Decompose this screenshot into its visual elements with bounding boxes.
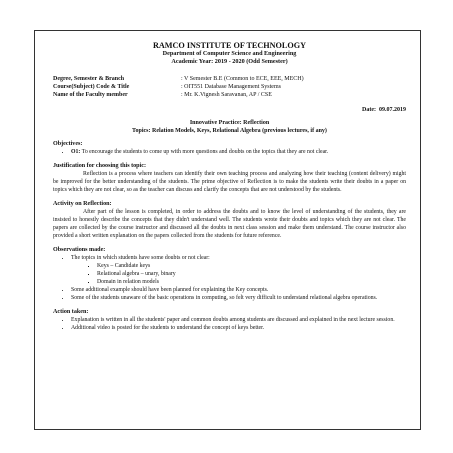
action-list [53,317,406,333]
list-item: ▪ Domain in relation models [97,279,406,287]
document-header [53,41,406,65]
info-row [53,83,406,91]
list-item: • Some additional example should have been planned for explaining the Key concepts. [71,287,406,295]
observation-text: The topics in which students have some doubts or not clear: [71,255,210,262]
info-row [53,75,406,83]
topics-line: Topics: Relation Models, Keys, Relational Algebra (previous lectures, if any) [132,128,327,135]
info-label: Course(Subject) Code & Title [53,83,130,90]
document-date [53,107,406,113]
list-item: • Explanation is written in all the students' paper and common doubts among students are discussed and explained in the next lecture session. [71,317,406,325]
info-label: Degree, Semester & Branch [53,75,125,82]
list-item [71,255,406,287]
course-info [53,75,406,99]
list-item: ▪ Relational algebra – unary, binary [97,271,406,279]
observations-list [53,255,406,303]
info-value: : OIT551 Database Management Systems [181,83,281,90]
institute-name: RAMCO INSTITUTE OF TECHNOLOGY [152,41,307,50]
date-label: Date: [362,106,376,113]
justification-heading: Justification for choosing this topic: [53,163,146,170]
document-page [34,30,421,430]
activity-text: After part of the lesson is completed, in order to address the doubts and to know the level of understanding of the students, they are insisted to honestly describe the concepts that they didn't understand well. The students wrote their doubts and topics which they are not clear. The papers are collected by the course instructor and discussed all the doubts in next class session and make them understand. The course instructor also provided a short written explanation on the papers collected from the students for future reference. [53,209,406,240]
list-item: • Additional video is posted for the students to understand the concept of keys better. [71,325,406,333]
info-value: : V Semester B.E (Common to ECE, EEE, MECH) [181,75,304,82]
date-value: 09.07.2019 [379,106,406,113]
practice-title: Innovative Practice: Reflection [189,119,270,126]
action-heading: Action taken: [53,308,89,315]
activity-heading: Activity on Reflection: [53,201,112,208]
info-row [53,91,406,99]
justification-text: Reflection is a process where teachers can identify their own teaching process and analyzing how their teaching (content delivery) might be improved for the better understanding of the students. The prime objective of Reflection is to make the students write their doubts in a paper on topics which they are not clear, so as the teacher can discuss and clarify the concepts that are not understood by the students. [53,171,406,194]
observations-heading: Observations made: [53,247,106,254]
list-item: • Some of the students unaware of the basic operations in computing, so felt very difficult to understand relational algebra operations. [71,295,406,303]
list-item [71,149,406,157]
academic-year: Academic Year: 2019 - 2020 (Odd Semester) [171,57,288,65]
practice-heading [53,119,406,135]
doubt-topics-list [71,263,406,287]
objectives-heading: Objectives: [53,141,83,148]
objective-label: O1: [71,149,81,156]
info-value: : Mr. K.Vignesh Saravanan, AP / CSE [181,91,272,98]
objective-text: To encourage the students to come up with more questions and doubts on the topics that they are not clear. [80,149,329,156]
department-name: Department of Computer Science and Engineering [162,50,297,58]
objectives-list [53,149,406,157]
info-label: Name of the Faculty member [53,91,128,98]
list-item: ▪ Keys – Candidate keys [97,263,406,271]
